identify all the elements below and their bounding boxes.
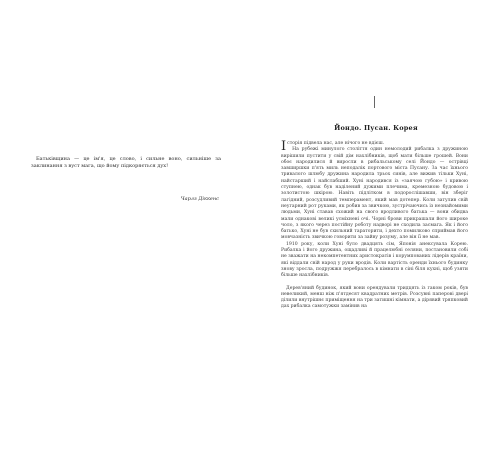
part-title: Йондо. Пусан. Корея [334, 124, 418, 132]
paragraph: 1910 року, коли Хуні було двадцять сім, Японія анексувала Корею. Рибалка і його дружина, ощадливі й працелюбні селяни, постановили собі не зважати на некомпетентних аристократів і корумпованих лідерів країни, які віддали свій народ у руки вродів. Коли вартість оренди їхнього будинку знову зросла, подружжя перебралось в кімнати в сіні біля кухні, щоб узяти більше нахлібників. [281, 241, 468, 279]
paragraph: Дерев'яний будинок, який вони орендували тридцять із гаком років, був невеликий, менш ніж п'ятдесят квадратних метрів. Розсувні паперові двері ділили внутрішнє приміщення на три затишні кімнати, а дірявий тряпковий дах рибалка самотужки замінив на [281, 285, 468, 310]
drop-cap: І [281, 139, 287, 154]
paragraph-text: сторія підвела нас, але нічого не вдієш. [287, 141, 385, 146]
right-page [252, 0, 500, 450]
body-text [281, 141, 468, 311]
epigraph-text: Батьківщина — це ім'я, це слово, і сильне воно, сильніше за заклинання з вуст мага, що йому підкоряється дух! [31, 156, 221, 169]
epigraph [31, 156, 221, 169]
part-marker [374, 96, 375, 108]
paragraph: На рубежі минулого століття один немолодий рибалка з дружиною вирішили пустити у свій дім нахлібників, щоб мати більше грошей. Вони обоє народилися й виросли в рибальському селі Йондо — острівці завширшки п'ять миль неподалік портового міста Пусану. За час їхнього тривалого шлюбу дружина народила трьох синів, але вижив тільки Хуні, найстарший і найслабший. Хуні народився із «заячою губою» і кривою ступнею, однак був наділений дужими плечима, кремезною будовою і золотистою шкірою. Навіть підлітком в подорослішавши, він зберіг лагідний, розсудливий темперамент, який мав дотепер. Коли затулив свій неугарний рот руками, як робив за звичкою, зустрічаючись із незнайомими людьми, Хуні ставав схожий на свого вродливого батька — вони обидва мали однакові великі усміхнені очі. Чорні брови прикрашали його широке чоло, з якого через постійну роботу надворі не сходила засмага. Як і його батько, Хуні не був схильний тараторити, і дехто помилково сприймав його мовчазність звичкою говорити за зайву розуму, але він її не мав. [281, 147, 468, 241]
epigraph-author: Чарлз Діккенс [180, 196, 219, 202]
